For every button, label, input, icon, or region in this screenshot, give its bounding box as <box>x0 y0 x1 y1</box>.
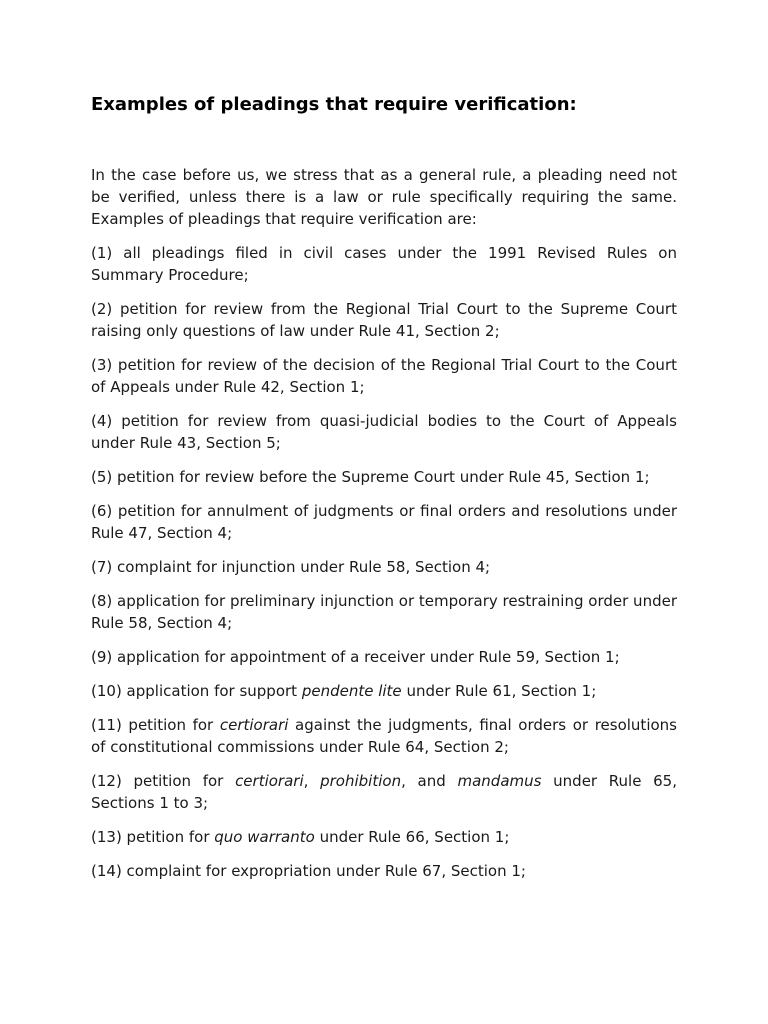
list-item-5: (5) petition for review before the Supreme Court under Rule 45, Section 1; <box>91 468 650 486</box>
list-item-7: (7) complaint for injunction under Rule 58, Section 4; <box>91 558 491 576</box>
list-item-10 <box>91 680 677 702</box>
list-item-14: (14) complaint for expropriation under Rule 67, Section 1; <box>91 862 526 880</box>
item-12-text-before: (12) petition for <box>91 772 236 790</box>
list-item-6: (6) petition for annulment of judgments or final orders and resolutions under Rule 47, Section 4; <box>91 502 677 542</box>
list-item-12 <box>91 770 677 814</box>
item-13-text-after: under Rule 66, Section 1; <box>314 828 510 846</box>
list-item-3: (3) petition for review of the decision of the Regional Trial Court to the Court of Appeals under Rule 42, Section 1; <box>91 356 677 396</box>
item-12-italic-term-3: mandamus <box>457 772 542 790</box>
item-10-text-before: (10) application for support <box>91 682 302 700</box>
document-body <box>91 164 677 882</box>
list-item-2: (2) petition for review from the Regional Trial Court to the Supreme Court raising only questions of law under Rule 41, Section 2; <box>91 300 677 340</box>
item-12-separator-1: , <box>303 772 321 790</box>
item-11-text-before: (11) petition for <box>91 716 220 734</box>
item-12-separator-2: , and <box>401 772 458 790</box>
list-item-8: (8) application for preliminary injunction or temporary restraining order under Rule 58, Section 4; <box>91 592 677 632</box>
item-10-text-after: under Rule 61, Section 1; <box>401 682 597 700</box>
item-11-italic-term: certiorari <box>219 716 289 734</box>
intro-paragraph: In the case before us, we stress that as a general rule, a pleading need not be verified, unless there is a law or rule specifically requiring the same. Examples of pleadings that require verification are: <box>91 166 677 228</box>
list-item-11 <box>91 714 677 758</box>
item-11-text-after: against the judgments, final orders or resolutions of constitutional commissions under Rule 64, Section 2; <box>91 716 677 756</box>
list-item-4: (4) petition for review from quasi-judicial bodies to the Court of Appeals under Rule 43, Section 5; <box>91 412 677 452</box>
page-title: Examples of pleadings that require verification: <box>91 94 577 115</box>
item-12-italic-term-2: prohibition <box>320 772 402 790</box>
item-12-italic-term-1: certiorari <box>235 772 304 790</box>
item-12-text-after: under Rule 65, Sections 1 to 3; <box>91 772 677 812</box>
item-10-italic-term: pendente lite <box>301 682 402 700</box>
list-item-9: (9) application for appointment of a receiver under Rule 59, Section 1; <box>91 648 620 666</box>
item-13-italic-term: quo warranto <box>214 828 315 846</box>
list-item-13 <box>91 826 677 848</box>
item-13-text-before: (13) petition for <box>91 828 215 846</box>
list-item-1: (1) all pleadings filed in civil cases under the 1991 Revised Rules on Summary Procedure; <box>91 244 677 284</box>
